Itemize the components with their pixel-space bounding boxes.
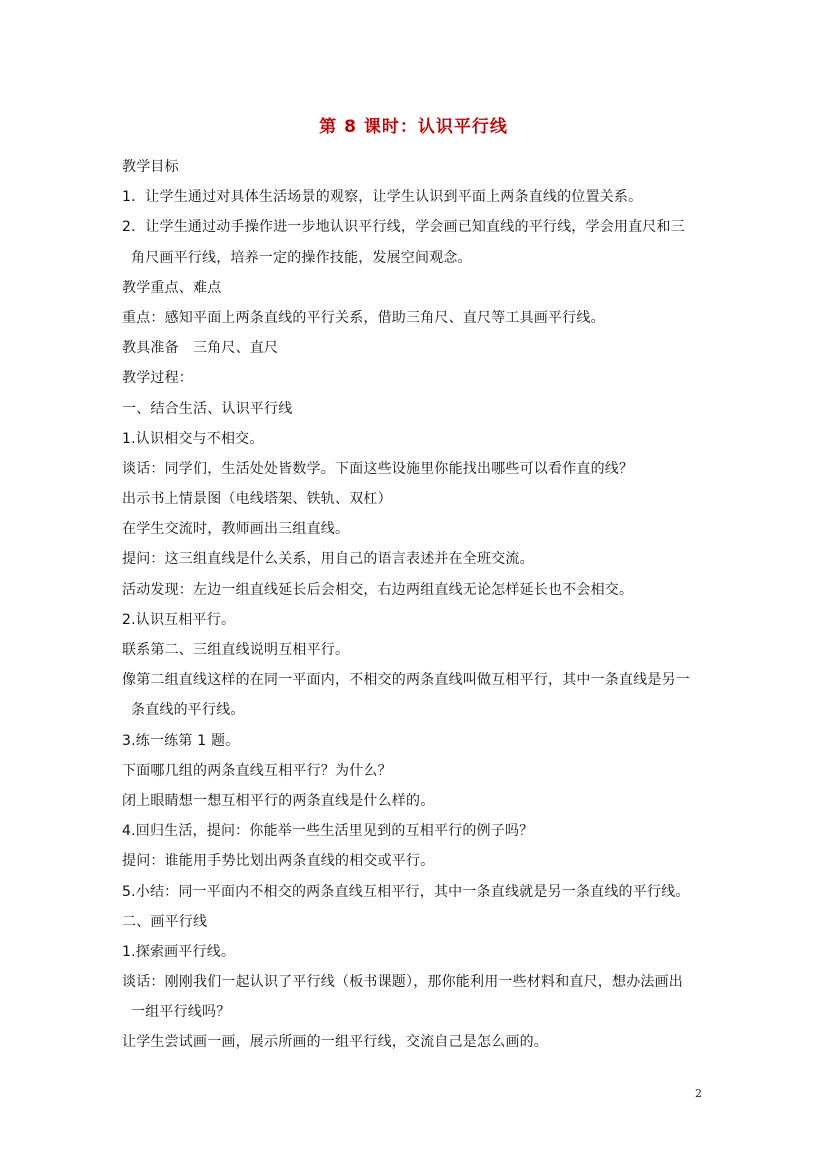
text-line: 2．让学生通过动手操作进一步地认识平行线，学会画已知直线的平行线，学会用直尺和三 bbox=[122, 219, 685, 236]
text-line-continued: 一组平行线吗？ bbox=[131, 1004, 231, 1021]
text-line: 2.认识互相平行。 bbox=[122, 611, 236, 628]
text-line: 在学生交流时，教师画出三组直线。 bbox=[122, 521, 350, 538]
text-line: 4.回归生活，提问：你能举一些生活里见到的互相平行的例子吗？ bbox=[122, 823, 534, 840]
text-line: 3.练一练第 1 题。 bbox=[122, 732, 240, 749]
text-line: 1.探索画平行线。 bbox=[122, 943, 236, 960]
text-line: 1.认识相交与不相交。 bbox=[122, 430, 264, 447]
text-line: 重点：感知平面上两条直线的平行关系，借助三角尺、直尺等工具画平行线。 bbox=[122, 309, 605, 326]
text-line-continued: 条直线的平行线。 bbox=[131, 702, 245, 719]
text-line: 谈话：同学们，生活处处皆数学。下面这些设施里你能找出哪些可以看作直的线？ bbox=[122, 460, 634, 477]
text-line: 活动发现：左边一组直线延长后会相交，右边两组直线无论怎样延长也不会相交。 bbox=[122, 581, 634, 598]
text-line: 提问：谁能用手势比划出两条直线的相交或平行。 bbox=[122, 853, 435, 870]
text-line: 教具准备 三角尺、直尺 bbox=[122, 340, 279, 357]
section-heading: 教学重点、难点 bbox=[122, 279, 222, 296]
text-line: 联系第二、三组直线说明互相平行。 bbox=[122, 642, 350, 658]
page-number: 2 bbox=[695, 1087, 702, 1100]
text-line: 让学生尝试画一画，展示所画的一组平行线，交流自己是怎么画的。 bbox=[122, 1034, 548, 1051]
document-body bbox=[122, 152, 722, 1058]
text-line: 提问：这三组直线是什么关系，用自己的语言表述并在全班交流。 bbox=[122, 551, 534, 568]
text-line: 谈话：刚刚我们一起认识了平行线（板书课题），那你能利用一些材料和直尺，想办法画出 bbox=[122, 974, 683, 991]
text-line: 闭上眼睛想一想互相平行的两条直线是什么样的。 bbox=[122, 792, 435, 809]
text-line: 1．让学生通过对具体生活场景的观察，让学生认识到平面上两条直线的位置关系。 bbox=[122, 189, 643, 206]
section-heading: 教学目标 bbox=[122, 159, 179, 175]
text-line-continued: 角尺画平行线，培养一定的操作技能，发展空间观念。 bbox=[131, 249, 472, 266]
section-heading: 二、画平行线 bbox=[122, 913, 208, 930]
section-heading: 一、结合生活、认识平行线 bbox=[122, 400, 293, 417]
text-line: 5.小结：同一平面内不相交的两条直线互相平行，其中一条直线就是另一条直线的平行线。 bbox=[122, 883, 690, 900]
text-line: 像第二组直线这样的在同一平面内，不相交的两条直线叫做互相平行，其中一条直线是另一 bbox=[122, 672, 690, 689]
text-line: 下面哪几组的两条直线互相平行？为什么？ bbox=[122, 762, 392, 779]
text-line: 出示书上情景图（电线塔架、铁轨、双杠） bbox=[122, 491, 392, 508]
document-title: 第 8 课时：认识平行线 bbox=[319, 117, 508, 137]
section-heading: 教学过程： bbox=[122, 370, 193, 387]
